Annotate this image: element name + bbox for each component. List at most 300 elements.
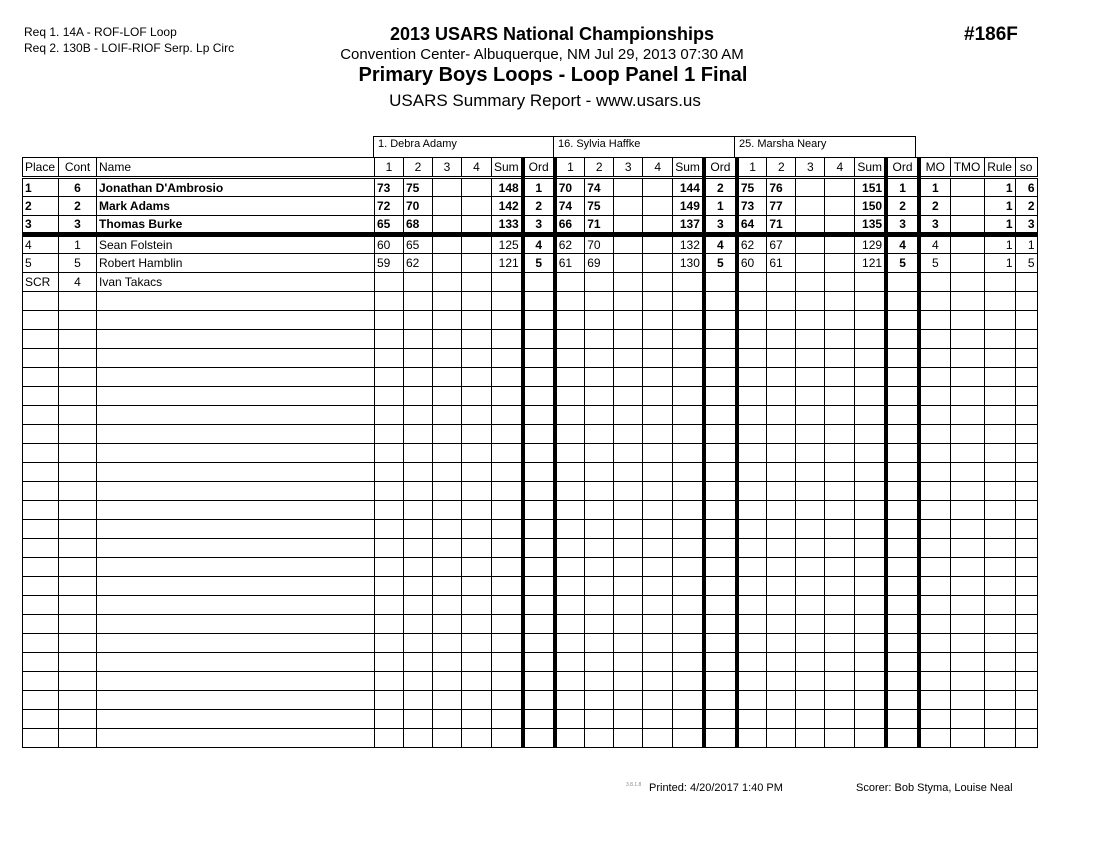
judge2-s4-cell <box>643 311 673 330</box>
judge1-s3-cell <box>433 216 462 235</box>
judge3-s2-cell: 67 <box>767 235 796 254</box>
judge1-s4-cell <box>462 444 492 463</box>
judge-header-3: 25. Marsha Neary <box>734 136 916 157</box>
judge3-ord-cell: 1 <box>886 178 919 197</box>
judge2-s3-cell <box>614 558 643 577</box>
place-cell <box>23 596 59 615</box>
judge3-ord-cell <box>886 311 919 330</box>
judge3-s2-cell <box>767 520 796 539</box>
judge1-ord-cell <box>523 482 555 501</box>
judge2-s4-cell <box>643 672 673 691</box>
judge1-s2-cell <box>404 596 433 615</box>
tmo-cell <box>950 710 984 729</box>
judge3-ord-cell <box>886 539 919 558</box>
mo-cell <box>919 615 950 634</box>
judge2-sum-cell: 130 <box>673 254 704 273</box>
judge2-s4-cell <box>643 691 673 710</box>
judge2-s3-cell <box>614 254 643 273</box>
table-row <box>23 520 1038 539</box>
judge3-s4-cell <box>825 539 855 558</box>
judge1-s4-cell <box>462 539 492 558</box>
judge3-s4-cell <box>825 330 855 349</box>
rule-cell <box>984 330 1015 349</box>
judge2-s2-cell <box>585 710 614 729</box>
col-j2-s1: 1 <box>555 158 585 178</box>
cont-cell <box>59 292 97 311</box>
judge2-ord-cell <box>704 710 737 729</box>
tmo-cell <box>950 254 984 273</box>
judge1-s3-cell <box>433 463 462 482</box>
judge2-sum-cell <box>673 349 704 368</box>
judge1-ord-cell <box>523 292 555 311</box>
judge2-s2-cell <box>585 387 614 406</box>
name-cell <box>97 501 375 520</box>
judge1-s3-cell <box>433 482 462 501</box>
judge1-s1-cell <box>375 406 404 425</box>
judge3-sum-cell <box>855 577 886 596</box>
judge1-s4-cell <box>462 311 492 330</box>
judge2-s4-cell <box>643 406 673 425</box>
judge1-s3-cell <box>433 558 462 577</box>
col-tmo: TMO <box>950 158 984 178</box>
judge3-s2-cell <box>767 501 796 520</box>
judge2-ord-cell <box>704 368 737 387</box>
judge3-s4-cell <box>825 482 855 501</box>
tmo-cell <box>950 444 984 463</box>
judge1-s2-cell <box>404 387 433 406</box>
place-cell <box>23 406 59 425</box>
judge1-sum-cell <box>492 672 523 691</box>
results-table <box>22 157 1038 748</box>
judge2-s3-cell <box>614 482 643 501</box>
rule-cell <box>984 444 1015 463</box>
judge1-s4-cell <box>462 463 492 482</box>
cont-cell <box>59 520 97 539</box>
judge2-sum-cell <box>673 558 704 577</box>
tmo-cell <box>950 273 984 292</box>
judge1-s3-cell <box>433 292 462 311</box>
table-row <box>23 349 1038 368</box>
mo-cell <box>919 691 950 710</box>
judge2-ord-cell <box>704 520 737 539</box>
judge3-s1-cell <box>737 691 767 710</box>
judge3-s1-cell: 75 <box>737 178 767 197</box>
col-name: Name <box>97 158 375 178</box>
table-row <box>23 615 1038 634</box>
judge1-s1-cell <box>375 387 404 406</box>
judge2-sum-cell <box>673 292 704 311</box>
cont-cell <box>59 691 97 710</box>
judge3-s4-cell <box>825 615 855 634</box>
judge2-s2-cell: 74 <box>585 178 614 197</box>
judge1-s2-cell: 65 <box>404 235 433 254</box>
judge2-s1-cell <box>555 691 585 710</box>
mo-cell <box>919 311 950 330</box>
judge3-s3-cell <box>796 710 825 729</box>
tmo-cell <box>950 425 984 444</box>
judge3-s4-cell <box>825 444 855 463</box>
mo-cell <box>919 425 950 444</box>
rule-cell <box>984 672 1015 691</box>
judge1-s1-cell <box>375 425 404 444</box>
table-row <box>23 634 1038 653</box>
judge2-s4-cell <box>643 178 673 197</box>
table-row <box>23 672 1038 691</box>
judge1-s3-cell <box>433 444 462 463</box>
judge3-sum-cell: 135 <box>855 216 886 235</box>
judge1-sum-cell <box>492 634 523 653</box>
judge2-s4-cell <box>643 463 673 482</box>
judge3-ord-cell <box>886 330 919 349</box>
judge3-s4-cell <box>825 349 855 368</box>
so-cell: 5 <box>1015 254 1037 273</box>
col-j3-ord: Ord <box>886 158 919 178</box>
judge1-ord-cell <box>523 387 555 406</box>
col-j2-sum: Sum <box>673 158 704 178</box>
judge3-s3-cell <box>796 349 825 368</box>
event-number: #186F <box>964 24 1018 45</box>
table-row <box>23 482 1038 501</box>
judge3-s1-cell <box>737 501 767 520</box>
judge1-sum-cell <box>492 710 523 729</box>
rule-cell <box>984 634 1015 653</box>
judge1-s1-cell <box>375 501 404 520</box>
cont-cell <box>59 501 97 520</box>
judge1-sum-cell: 133 <box>492 216 523 235</box>
judge1-ord-cell <box>523 425 555 444</box>
cont-cell <box>59 672 97 691</box>
judge3-s1-cell <box>737 368 767 387</box>
judge2-s2-cell <box>585 406 614 425</box>
judge2-sum-cell <box>673 520 704 539</box>
judge1-sum-cell <box>492 368 523 387</box>
judge3-s3-cell <box>796 444 825 463</box>
judge2-s2-cell <box>585 539 614 558</box>
judge3-s2-cell: 71 <box>767 216 796 235</box>
judge1-s2-cell <box>404 273 433 292</box>
judge1-s2-cell <box>404 729 433 748</box>
judge3-s4-cell <box>825 596 855 615</box>
place-cell <box>23 292 59 311</box>
judge3-ord-cell <box>886 729 919 748</box>
judge2-sum-cell <box>673 653 704 672</box>
rule-cell: 1 <box>984 235 1015 254</box>
place-cell <box>23 501 59 520</box>
cont-cell <box>59 425 97 444</box>
judge1-ord-cell <box>523 330 555 349</box>
so-cell <box>1015 292 1037 311</box>
event-name: Primary Boys Loops - Loop Panel 1 Final <box>358 64 748 86</box>
judge1-ord-cell: 3 <box>523 216 555 235</box>
judge3-s2-cell: 61 <box>767 254 796 273</box>
tmo-cell <box>950 691 984 710</box>
rule-cell <box>984 710 1015 729</box>
col-j1-s2: 2 <box>404 158 433 178</box>
mo-cell: 2 <box>919 197 950 216</box>
place-cell <box>23 539 59 558</box>
judge1-s1-cell: 72 <box>375 197 404 216</box>
judge2-s4-cell <box>643 330 673 349</box>
judge2-s3-cell <box>614 311 643 330</box>
judge3-s2-cell <box>767 387 796 406</box>
judge1-s3-cell <box>433 672 462 691</box>
cont-cell: 2 <box>59 197 97 216</box>
judge1-s3-cell <box>433 254 462 273</box>
mo-cell <box>919 729 950 748</box>
judge1-s2-cell <box>404 577 433 596</box>
judge1-s2-cell <box>404 539 433 558</box>
rule-cell <box>984 311 1015 330</box>
so-cell: 1 <box>1015 235 1037 254</box>
tmo-cell <box>950 615 984 634</box>
mo-cell <box>919 577 950 596</box>
rule-cell <box>984 577 1015 596</box>
judge1-s1-cell: 60 <box>375 235 404 254</box>
judge1-s1-cell <box>375 273 404 292</box>
tmo-cell <box>950 349 984 368</box>
judge1-ord-cell <box>523 577 555 596</box>
cont-cell: 4 <box>59 273 97 292</box>
judge2-sum-cell <box>673 596 704 615</box>
judge1-s4-cell <box>462 672 492 691</box>
judge3-ord-cell <box>886 387 919 406</box>
so-cell <box>1015 349 1037 368</box>
judge1-s4-cell <box>462 254 492 273</box>
judge2-sum-cell <box>673 710 704 729</box>
judge2-ord-cell: 2 <box>704 178 737 197</box>
judge3-sum-cell <box>855 463 886 482</box>
judge1-s4-cell <box>462 691 492 710</box>
judge2-s4-cell <box>643 254 673 273</box>
judge1-ord-cell <box>523 368 555 387</box>
so-cell <box>1015 501 1037 520</box>
judge3-s3-cell <box>796 577 825 596</box>
rule-cell: 1 <box>984 254 1015 273</box>
judge3-ord-cell <box>886 444 919 463</box>
judge1-s4-cell <box>462 273 492 292</box>
judge3-ord-cell <box>886 501 919 520</box>
judge2-s1-cell <box>555 501 585 520</box>
judge1-s3-cell <box>433 691 462 710</box>
so-cell <box>1015 406 1037 425</box>
so-cell <box>1015 691 1037 710</box>
table-row <box>23 406 1038 425</box>
judge3-s2-cell <box>767 482 796 501</box>
judge2-s2-cell <box>585 311 614 330</box>
mo-cell <box>919 520 950 539</box>
judge3-ord-cell <box>886 710 919 729</box>
so-cell <box>1015 273 1037 292</box>
requirement-2: Req 2. 130B - LOIF-RIOF Serp. Lp Circ <box>24 41 235 55</box>
judge2-s2-cell <box>585 368 614 387</box>
judge3-ord-cell: 4 <box>886 235 919 254</box>
judge1-sum-cell <box>492 463 523 482</box>
name-cell: Ivan Takacs <box>97 273 375 292</box>
judge1-s4-cell <box>462 596 492 615</box>
judge3-s4-cell <box>825 387 855 406</box>
judge2-s2-cell <box>585 520 614 539</box>
judge1-s1-cell: 73 <box>375 178 404 197</box>
judge1-ord-cell <box>523 444 555 463</box>
judge2-s4-cell <box>643 729 673 748</box>
cont-cell <box>59 710 97 729</box>
so-cell <box>1015 596 1037 615</box>
version-label: 3.8.1.8 <box>626 782 642 788</box>
so-cell <box>1015 463 1037 482</box>
judge2-ord-cell: 5 <box>704 254 737 273</box>
judge3-s4-cell <box>825 691 855 710</box>
mo-cell <box>919 634 950 653</box>
judge3-s2-cell <box>767 330 796 349</box>
judge2-s3-cell <box>614 349 643 368</box>
judge3-s1-cell <box>737 653 767 672</box>
judge1-s4-cell <box>462 482 492 501</box>
judge1-ord-cell <box>523 520 555 539</box>
judge1-s3-cell <box>433 425 462 444</box>
judge3-s1-cell <box>737 577 767 596</box>
judge2-s3-cell <box>614 577 643 596</box>
judge3-s4-cell <box>825 197 855 216</box>
mo-cell <box>919 653 950 672</box>
tmo-cell <box>950 539 984 558</box>
judge2-s1-cell <box>555 577 585 596</box>
name-cell <box>97 539 375 558</box>
judge2-s1-cell <box>555 653 585 672</box>
judge2-sum-cell: 137 <box>673 216 704 235</box>
judge3-ord-cell <box>886 349 919 368</box>
judge3-ord-cell <box>886 406 919 425</box>
judge2-s1-cell <box>555 520 585 539</box>
judge2-ord-cell <box>704 463 737 482</box>
judge1-ord-cell <box>523 596 555 615</box>
judge3-s4-cell <box>825 653 855 672</box>
judge3-s3-cell <box>796 729 825 748</box>
judge2-sum-cell <box>673 729 704 748</box>
judge2-s2-cell <box>585 501 614 520</box>
judge2-s4-cell <box>643 577 673 596</box>
cont-cell <box>59 406 97 425</box>
judge2-s4-cell <box>643 292 673 311</box>
judge3-s1-cell: 62 <box>737 235 767 254</box>
judge1-s1-cell <box>375 520 404 539</box>
judge1-s1-cell <box>375 672 404 691</box>
name-cell <box>97 729 375 748</box>
name-cell <box>97 292 375 311</box>
judge3-sum-cell: 151 <box>855 178 886 197</box>
judge3-s2-cell <box>767 539 796 558</box>
judge1-s1-cell <box>375 558 404 577</box>
judge3-sum-cell <box>855 482 886 501</box>
judge3-s1-cell: 64 <box>737 216 767 235</box>
judge3-sum-cell <box>855 520 886 539</box>
name-cell <box>97 425 375 444</box>
judge1-s3-cell <box>433 330 462 349</box>
judge2-s4-cell <box>643 197 673 216</box>
cont-cell: 3 <box>59 216 97 235</box>
judge3-ord-cell <box>886 596 919 615</box>
judge3-s2-cell <box>767 672 796 691</box>
judge2-ord-cell <box>704 482 737 501</box>
printed-date: Printed: 4/20/2017 1:40 PM <box>649 782 783 794</box>
judge3-s3-cell <box>796 596 825 615</box>
judge2-s1-cell <box>555 463 585 482</box>
mo-cell <box>919 710 950 729</box>
judge1-s4-cell <box>462 615 492 634</box>
rule-cell <box>984 729 1015 748</box>
judge2-s1-cell: 61 <box>555 254 585 273</box>
judge1-ord-cell <box>523 539 555 558</box>
judge2-ord-cell <box>704 425 737 444</box>
judge1-s3-cell <box>433 653 462 672</box>
judge3-s3-cell <box>796 292 825 311</box>
judge2-s3-cell <box>614 406 643 425</box>
judge1-sum-cell <box>492 425 523 444</box>
col-j2-s3: 3 <box>614 158 643 178</box>
mo-cell: 5 <box>919 254 950 273</box>
judge3-sum-cell: 150 <box>855 197 886 216</box>
tmo-cell <box>950 596 984 615</box>
judge1-s2-cell <box>404 463 433 482</box>
judge2-s1-cell <box>555 558 585 577</box>
judge3-s4-cell <box>825 368 855 387</box>
judge1-s4-cell <box>462 178 492 197</box>
judge3-sum-cell <box>855 691 886 710</box>
judge3-sum-cell <box>855 330 886 349</box>
judge2-s2-cell <box>585 577 614 596</box>
judge1-sum-cell <box>492 482 523 501</box>
judge2-ord-cell <box>704 292 737 311</box>
judge3-s1-cell <box>737 539 767 558</box>
judge2-sum-cell <box>673 311 704 330</box>
judge1-sum-cell <box>492 577 523 596</box>
judge1-sum-cell: 142 <box>492 197 523 216</box>
judge1-s2-cell <box>404 691 433 710</box>
judge1-sum-cell <box>492 596 523 615</box>
judge3-s1-cell <box>737 273 767 292</box>
judge2-s3-cell <box>614 634 643 653</box>
judge2-s3-cell <box>614 729 643 748</box>
judge2-ord-cell <box>704 311 737 330</box>
judge2-s4-cell <box>643 368 673 387</box>
judge3-s2-cell <box>767 634 796 653</box>
judge2-s4-cell <box>643 710 673 729</box>
col-j3-sum: Sum <box>855 158 886 178</box>
judge1-s1-cell: 65 <box>375 216 404 235</box>
judge2-s4-cell <box>643 444 673 463</box>
judge2-s2-cell <box>585 292 614 311</box>
judge1-s3-cell <box>433 273 462 292</box>
judge2-s1-cell: 66 <box>555 216 585 235</box>
rule-cell <box>984 596 1015 615</box>
tmo-cell <box>950 292 984 311</box>
judge1-ord-cell <box>523 672 555 691</box>
mo-cell <box>919 330 950 349</box>
judge3-s4-cell <box>825 406 855 425</box>
table-row <box>23 501 1038 520</box>
judge2-s2-cell <box>585 729 614 748</box>
judge1-s4-cell <box>462 368 492 387</box>
judge3-s3-cell <box>796 482 825 501</box>
judge1-s1-cell <box>375 634 404 653</box>
rule-cell <box>984 482 1015 501</box>
judge2-s2-cell <box>585 558 614 577</box>
judge1-s2-cell <box>404 349 433 368</box>
judge3-s4-cell <box>825 292 855 311</box>
judge2-sum-cell <box>673 463 704 482</box>
judge3-ord-cell <box>886 425 919 444</box>
judge3-s1-cell <box>737 387 767 406</box>
place-cell: 1 <box>23 178 59 197</box>
